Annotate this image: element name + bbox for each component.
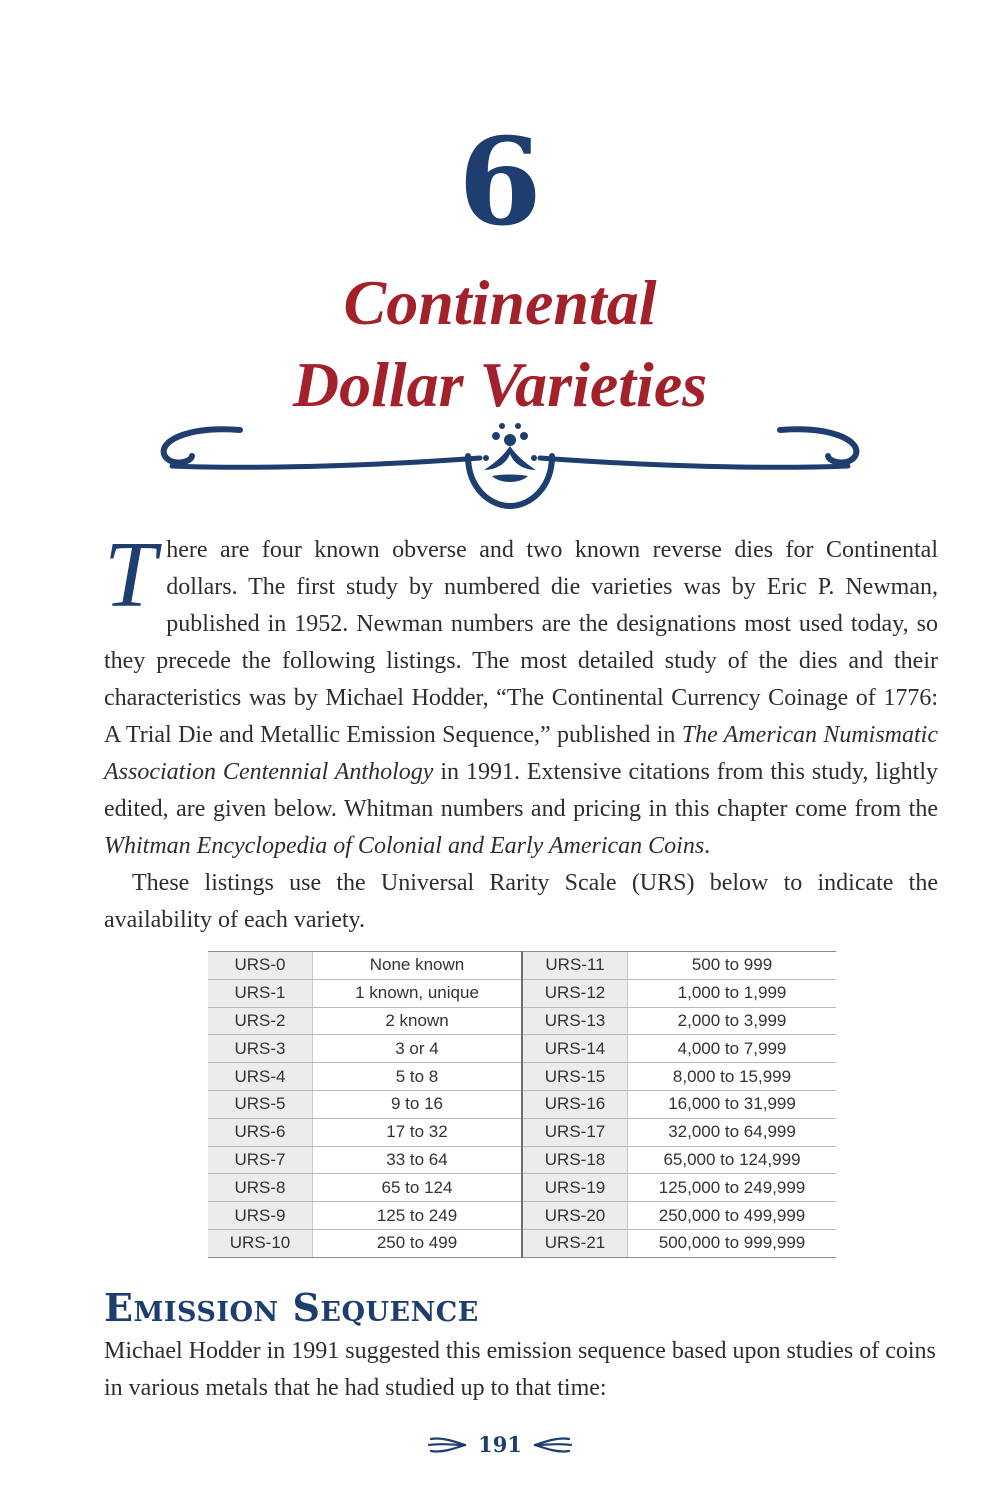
table-row [208, 1035, 836, 1063]
urs-value: 500 to 999 [628, 952, 837, 980]
urs-label: URS-19 [522, 1174, 628, 1202]
urs-label: URS-17 [522, 1118, 628, 1146]
urs-label: URS-7 [208, 1146, 313, 1174]
urs-value: 1 known, unique [313, 979, 523, 1007]
urs-value: 32,000 to 64,999 [628, 1118, 837, 1146]
scroll-ornament-icon [150, 418, 870, 510]
urs-table [208, 951, 836, 1258]
urs-value: 16,000 to 31,999 [628, 1090, 837, 1118]
section-text: Michael Hodder in 1991 suggested this emission sequence based upon studies of coins in various metals that he had studied up to that time: [104, 1338, 936, 1401]
intro-text-b: in 1991. Extensive citations from this study, lightly edited, are given below. Whitman numbers and pricing in this chapter come from the [104, 759, 938, 822]
urs-label: URS-8 [208, 1174, 313, 1202]
encyclopedia-title: Whitman Encyclopedia of Colonial and Early American Coins [104, 833, 705, 859]
urs-value: 8,000 to 15,999 [628, 1063, 837, 1091]
urs-value: 250 to 499 [313, 1229, 523, 1257]
flourish-icon [533, 1433, 573, 1457]
urs-label: URS-10 [208, 1229, 313, 1257]
urs-value: 3 or 4 [313, 1035, 523, 1063]
table-row [208, 1090, 836, 1118]
urs-label: URS-20 [522, 1202, 628, 1230]
urs-value: 65 to 124 [313, 1174, 523, 1202]
intro-text-c: . [704, 833, 711, 859]
urs-value: 250,000 to 499,999 [628, 1202, 837, 1230]
urs-label: URS-4 [208, 1063, 313, 1091]
flourish-icon [427, 1433, 467, 1457]
urs-label: URS-18 [522, 1146, 628, 1174]
chapter-title-line2: Dollar Varieties [292, 349, 708, 420]
urs-label: URS-14 [522, 1035, 628, 1063]
urs-label: URS-16 [522, 1090, 628, 1118]
intro-paragraph-1 [104, 523, 939, 865]
urs-value: 9 to 16 [313, 1090, 523, 1118]
urs-label: URS-5 [208, 1090, 313, 1118]
urs-value: None known [313, 952, 523, 980]
urs-label: URS-3 [208, 1035, 313, 1063]
urs-label: URS-9 [208, 1202, 313, 1230]
urs-value: 17 to 32 [313, 1118, 523, 1146]
urs-value: 125 to 249 [313, 1202, 523, 1230]
table-row [208, 979, 836, 1007]
urs-value: 65,000 to 124,999 [628, 1146, 837, 1174]
urs-label: URS-6 [208, 1118, 313, 1146]
urs-value: 33 to 64 [313, 1146, 523, 1174]
table-row [208, 1146, 836, 1174]
urs-label: URS-21 [522, 1229, 628, 1257]
anthology-title: The American Numismatic Association Centennial Anthology [104, 722, 939, 785]
page-number: 191 [478, 1432, 522, 1457]
table-row [208, 952, 836, 980]
section-heading: Emission Sequence [104, 1285, 479, 1330]
urs-value: 4,000 to 7,999 [628, 1035, 837, 1063]
drop-cap: T [104, 523, 157, 627]
urs-label: URS-15 [522, 1063, 628, 1091]
urs-value: 125,000 to 249,999 [628, 1174, 837, 1202]
chapter-title [0, 262, 1000, 426]
chapter-title-line1: Continental [343, 267, 657, 338]
urs-label: URS-13 [522, 1007, 628, 1035]
urs-value: 2,000 to 3,999 [628, 1007, 837, 1035]
urs-value: 5 to 8 [313, 1063, 523, 1091]
page-footer [0, 1432, 1000, 1472]
intro-text-a: here are four known obverse and two known reverse dies for Continental dollars. The first study by numbered die varieties was by Eric P. Newman, published in 1952. Newman numbers are the designations most used today, so they precede the following listings. The most detailed study of the dies and their characteristics was by Michael Hodder, “The Continental Currency Coinage of 1776: A Trial Die and Metallic Emission Sequence,” published in [104, 537, 938, 748]
table-row [208, 1118, 836, 1146]
intro-paragraph-2: These listings use the Universal Rarity Scale (URS) below to indicate the availability of each variety. [104, 870, 938, 933]
urs-label: URS-12 [522, 979, 628, 1007]
urs-value: 500,000 to 999,999 [628, 1229, 837, 1257]
urs-label: URS-1 [208, 979, 313, 1007]
table-row [208, 1063, 836, 1091]
table-row [208, 1229, 836, 1257]
urs-value: 1,000 to 1,999 [628, 979, 837, 1007]
urs-label: URS-2 [208, 1007, 313, 1035]
table-row [208, 1007, 836, 1035]
urs-label: URS-0 [208, 952, 313, 980]
chapter-number: 6 [458, 112, 542, 253]
table-row [208, 1174, 836, 1202]
urs-label: URS-11 [522, 952, 628, 980]
urs-value: 2 known [313, 1007, 523, 1035]
intro-text [104, 523, 939, 939]
table-row [208, 1202, 836, 1230]
